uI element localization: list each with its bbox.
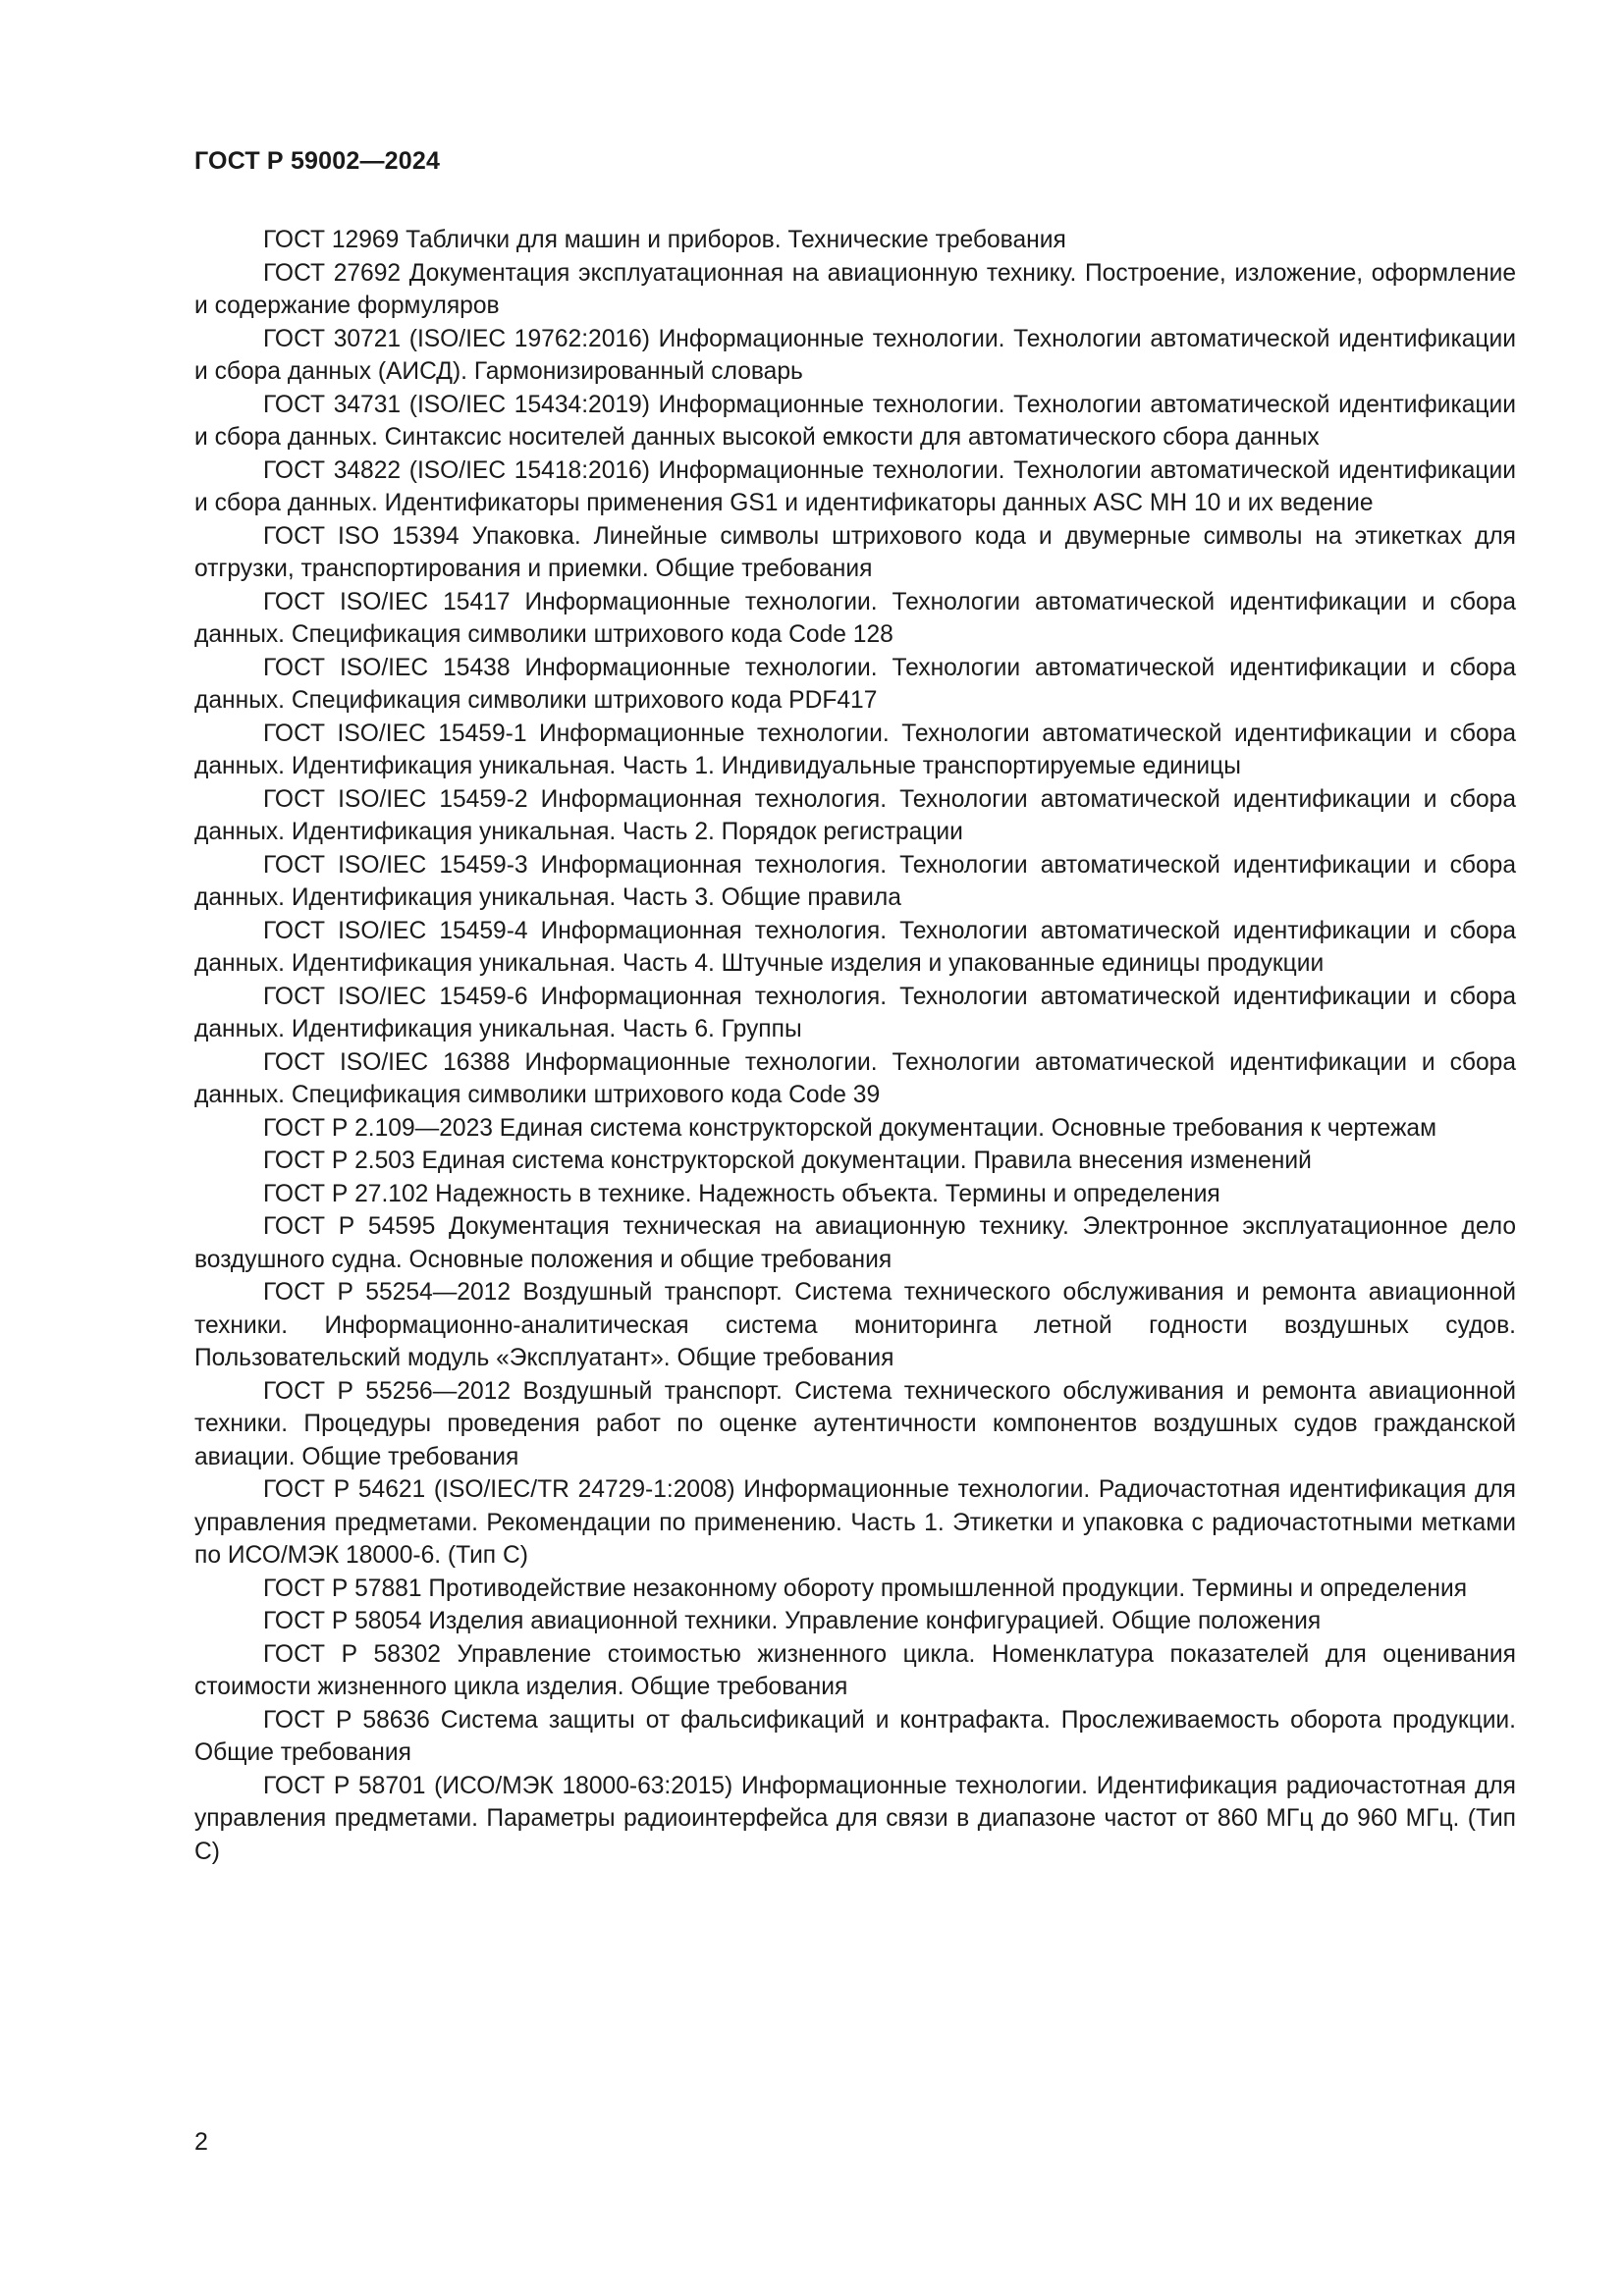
reference-item: ГОСТ ISO/IEC 15459-2 Информационная технология. Технологии автоматической идентификации и сбора данных. Идентификация уникальная. Часть 2. Порядок регистрации [194, 785, 1516, 845]
reference-item: ГОСТ Р 58701 (ИСО/МЭК 18000-63:2015) Информационные технологии. Идентификация радиочастотная для управления предметами. Параметры радиоинтерфейса для связи в диапазоне частот от 860 МГц до 960 МГц. (Тип С) [194, 1772, 1516, 1865]
reference-item: ГОСТ ISO/IEC 16388 Информационные технологии. Технологии автоматической идентификации и сбора данных. Спецификация символики штрихового кода Code 39 [194, 1048, 1516, 1108]
reference-item: ГОСТ Р 55254—2012 Воздушный транспорт. Система технического обслуживания и ремонта авиационной техники. Информационно-аналитическая система мониторинга летной годности воздушных судов. Пользовательский модуль «Эксплуатант». Общие требования [194, 1279, 1516, 1371]
reference-item: ГОСТ 30721 (ISO/IEC 19762:2016) Информационные технологии. Технологии автоматической идентификации и сбора данных (АИСД). Гармонизированный словарь [194, 325, 1516, 385]
reference-item: ГОСТ ISO/IEC 15438 Информационные технологии. Технологии автоматической идентификации и сбора данных. Спецификация символики штрихового кода PDF417 [194, 654, 1516, 714]
reference-item: ГОСТ ISO/IEC 15459-6 Информационная технология. Технологии автоматической идентификации и сбора данных. Идентификация уникальная. Часть 6. Группы [194, 983, 1516, 1042]
reference-item: ГОСТ Р 58054 Изделия авиационной техники. Управление конфигурацией. Общие положения [263, 1608, 1322, 1634]
reference-item: ГОСТ ISO/IEC 15459-1 Информационные технологии. Технологии автоматической идентификации и сбора данных. Идентификация уникальная. Часть 1. Индивидуальные транспортируемые единицы [194, 720, 1516, 779]
reference-item: ГОСТ 27692 Документация эксплуатационная на авиационную технику. Построение, изложение, оформление и содержание формуляров [194, 259, 1516, 319]
reference-item: ГОСТ ISO/IEC 15459-3 Информационная технология. Технологии автоматической идентификации и сбора данных. Идентификация уникальная. Часть 3. Общие правила [194, 851, 1516, 911]
reference-item: ГОСТ Р 54621 (ISO/IEC/TR 24729-1:2008) Информационные технологии. Радиочастотная идентификация для управления предметами. Рекомендации по применению. Часть 1. Этикетки и упаковка с радиочастотными метками по ИСО/МЭК 18000-6. (Тип С) [194, 1476, 1516, 1569]
reference-item: ГОСТ Р 58636 Система защиты от фальсификаций и контрафакта. Прослеживаемость оборота продукции. Общие требования [194, 1706, 1516, 1766]
reference-item: ГОСТ ISO/IEC 15417 Информационные технологии. Технологии автоматической идентификации и сбора данных. Спецификация символики штрихового кода Code 128 [194, 588, 1516, 648]
reference-item: ГОСТ 34731 (ISO/IEC 15434:2019) Информационные технологии. Технологии автоматической идентификации и сбора данных. Синтаксис носителей данных высокой емкости для автоматического сбора данных [194, 391, 1516, 451]
reference-item: ГОСТ 34822 (ISO/IEC 15418:2016) Информационные технологии. Технологии автоматической идентификации и сбора данных. Идентификаторы применения GS1 и идентификаторы данных ASC MH 10 и их ведение [194, 456, 1516, 516]
document-id-header: ГОСТ Р 59002—2024 [194, 147, 441, 175]
page-number: 2 [194, 2128, 208, 2156]
reference-item: ГОСТ Р 2.503 Единая система конструкторской документации. Правила внесения изменений [263, 1148, 1312, 1174]
reference-item: ГОСТ Р 57881 Противодействие незаконному обороту промышленной продукции. Термины и определения [263, 1575, 1468, 1602]
normative-references-list [194, 224, 1516, 1868]
reference-item: ГОСТ Р 58302 Управление стоимостью жизненного цикла. Номенклатура показателей для оценивания стоимости жизненного цикла изделия. Общие требования [194, 1640, 1516, 1700]
reference-item: ГОСТ Р 54595 Документация техническая на авиационную технику. Электронное эксплуатационное дело воздушного судна. Основные положения и общие требования [194, 1213, 1516, 1273]
reference-item: ГОСТ Р 27.102 Надежность в технике. Надежность объекта. Термины и определения [263, 1180, 1220, 1207]
reference-item: ГОСТ Р 2.109—2023 Единая система конструкторской документации. Основные требования к чертежам [263, 1114, 1436, 1142]
reference-item: ГОСТ Р 55256—2012 Воздушный транспорт. Система технического обслуживания и ремонта авиационной техники. Процедуры проведения работ по оценке аутентичности компонентов воздушных судов гражданской авиации. Общие требования [194, 1377, 1516, 1470]
reference-item: ГОСТ ISO/IEC 15459-4 Информационная технология. Технологии автоматической идентификации и сбора данных. Идентификация уникальная. Часть 4. Штучные изделия и упакованные единицы продукции [194, 917, 1516, 977]
reference-item: ГОСТ 12969 Таблички для машин и приборов. Технические требования [263, 227, 1066, 253]
reference-item: ГОСТ ISO 15394 Упаковка. Линейные символы штрихового кода и двумерные символы на этикетках для отгрузки, транспортирования и приемки. Общие требования [194, 522, 1516, 582]
